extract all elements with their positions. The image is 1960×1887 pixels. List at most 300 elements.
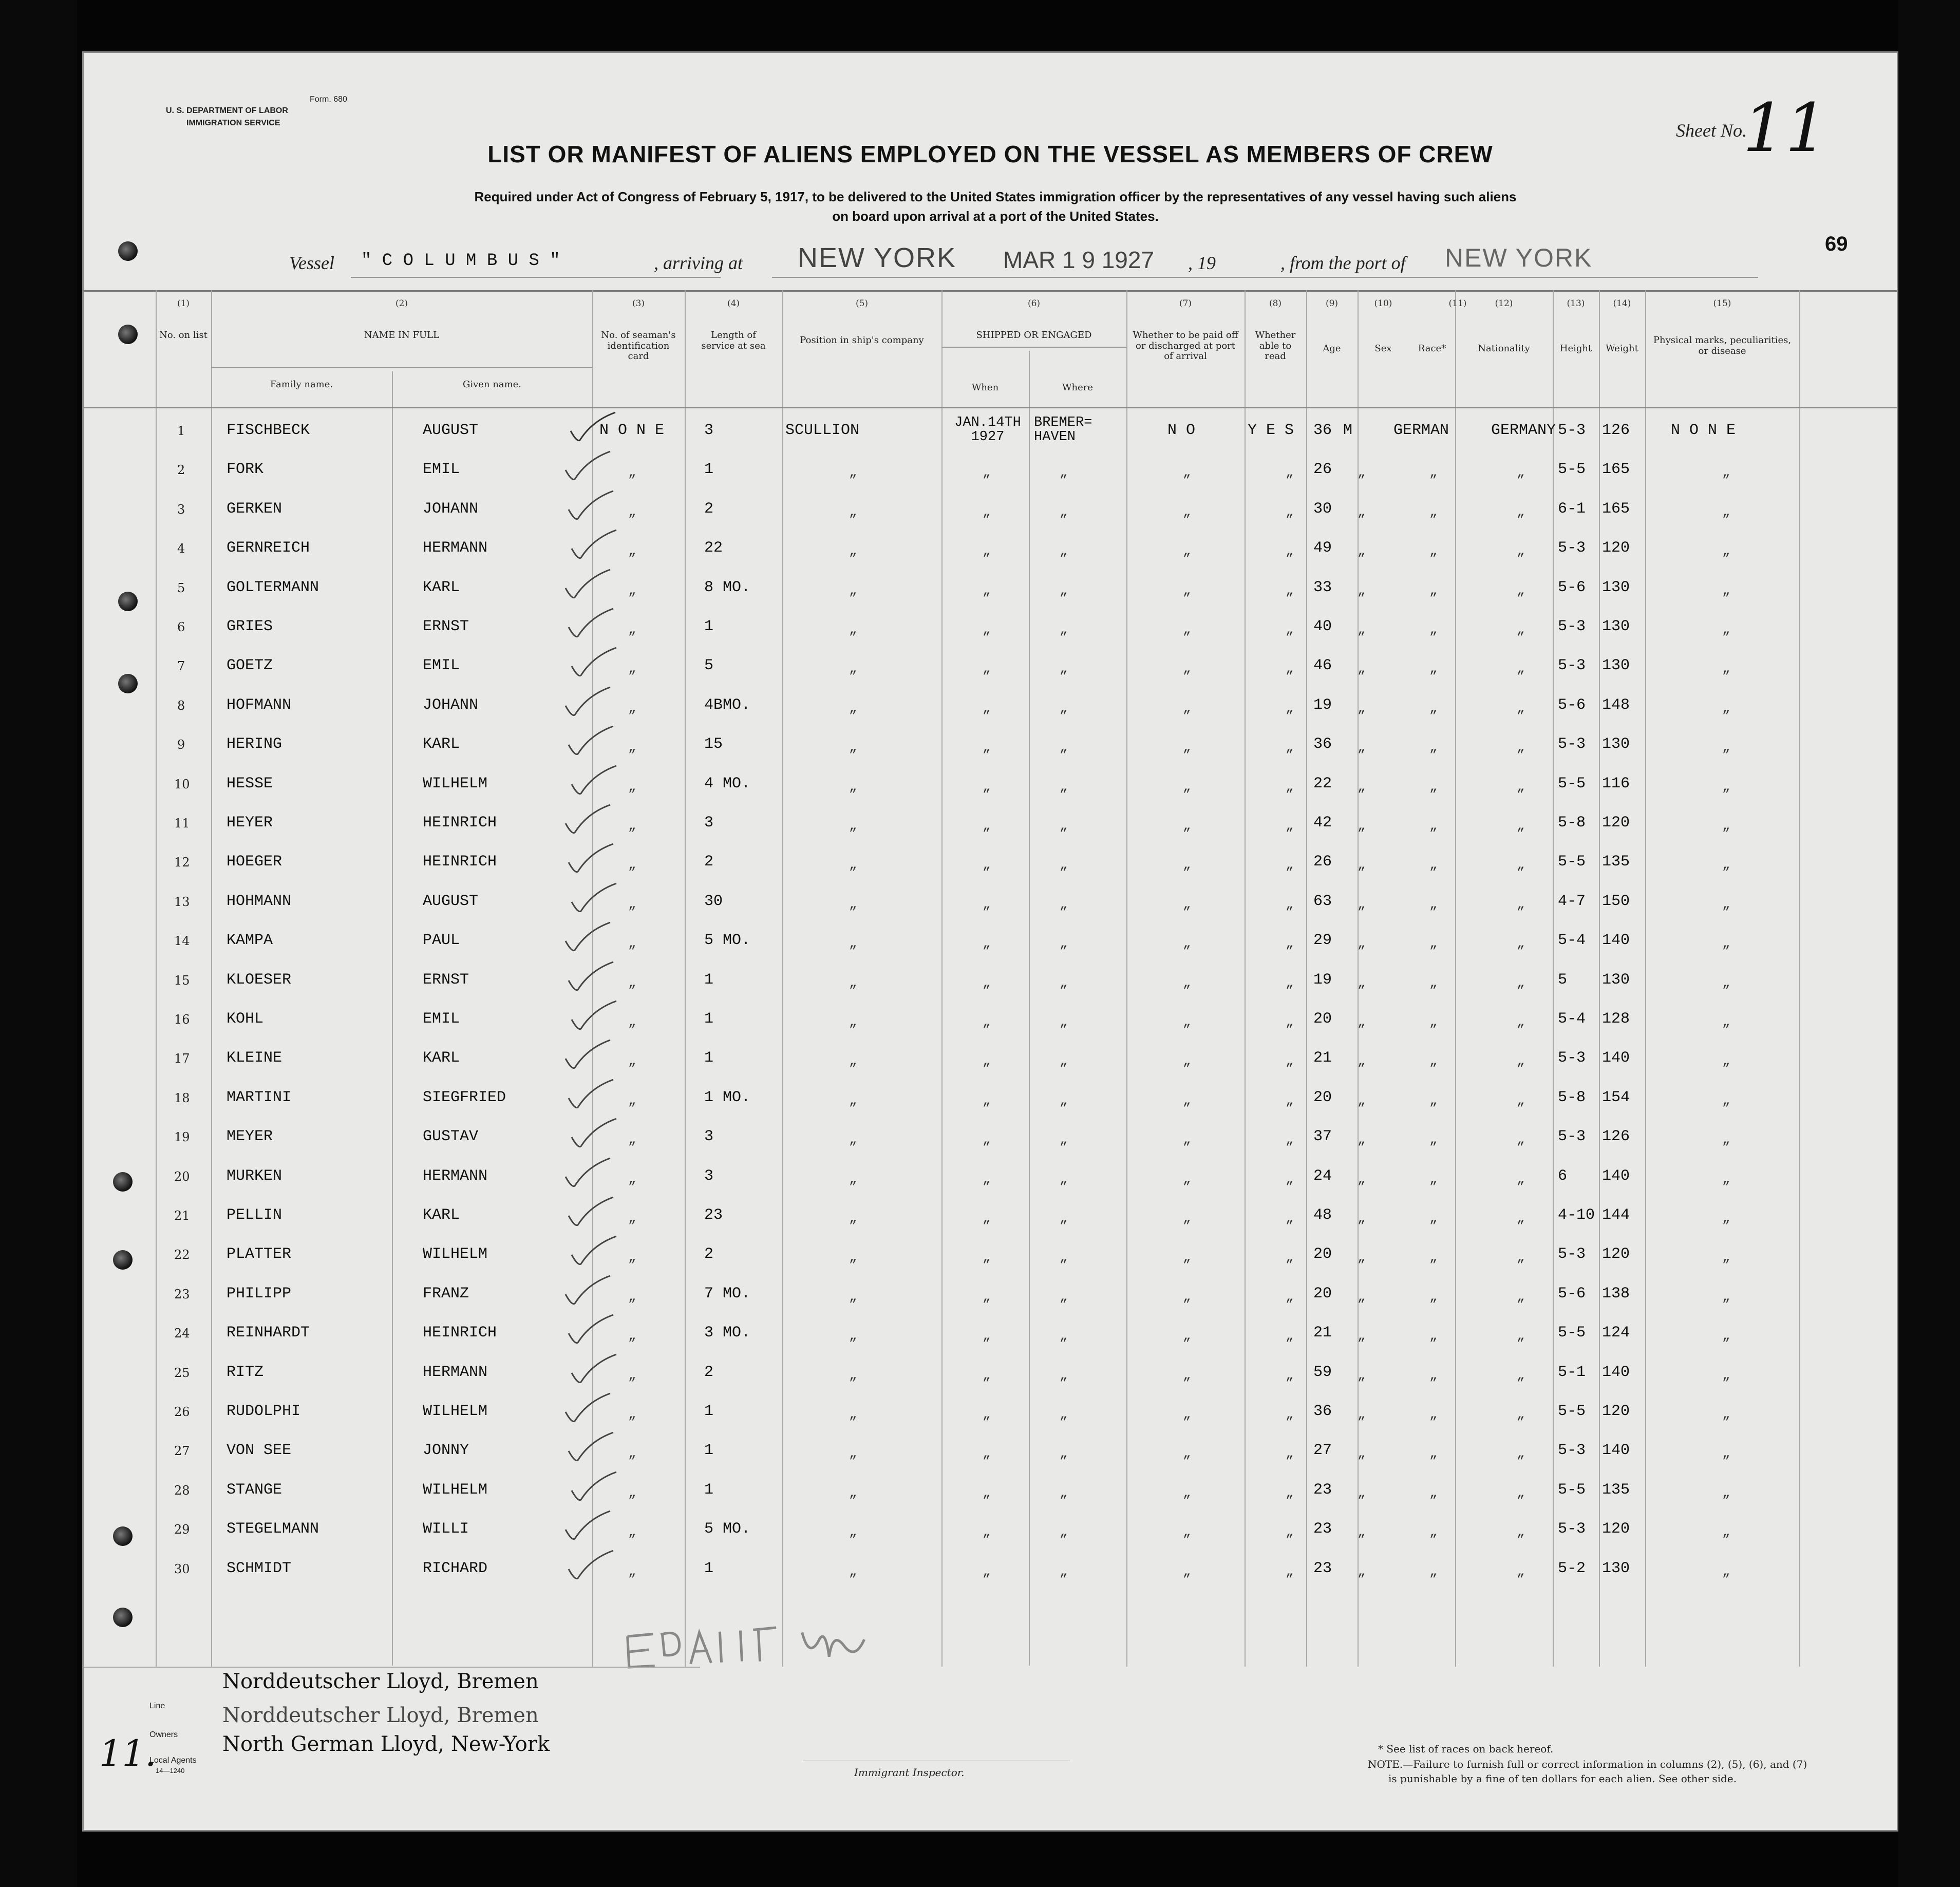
height: 5-3 xyxy=(1558,1246,1586,1263)
ditto-card: „ xyxy=(628,857,636,873)
service-length: 8 MO. xyxy=(704,578,751,596)
age: 27 xyxy=(1313,1442,1332,1460)
check-mark-icon xyxy=(561,803,613,839)
ditto-where: „ xyxy=(1060,1407,1068,1422)
height: 5-5 xyxy=(1558,1403,1586,1420)
height: 5-6 xyxy=(1558,1285,1586,1303)
header-race: Race* xyxy=(1418,343,1446,354)
ditto-physical: „ xyxy=(1722,543,1730,559)
table-row xyxy=(84,1356,1897,1395)
family-name: STANGE xyxy=(227,1481,282,1499)
ditto-nationality: „ xyxy=(1517,975,1525,991)
service-length: 5 MO. xyxy=(704,1520,751,1538)
height: 5-3 xyxy=(1558,657,1586,675)
check-mark-icon xyxy=(561,568,613,603)
family-name: STEGELMANN xyxy=(227,1520,319,1538)
given-name: JOHANN xyxy=(423,696,479,714)
ditto-position: „ xyxy=(849,1053,857,1069)
given-name: KARL xyxy=(423,1049,460,1067)
height: 5-6 xyxy=(1558,578,1586,596)
ditto-physical: „ xyxy=(1722,1171,1730,1187)
ditto-where: „ xyxy=(1060,1171,1068,1187)
ditto-able-read: „ xyxy=(1286,543,1294,559)
given-name: RICHARD xyxy=(423,1559,488,1577)
col-num-4: (4) xyxy=(727,298,740,309)
ditto-able-read: „ xyxy=(1286,857,1294,873)
ditto-where: „ xyxy=(1060,1053,1068,1069)
table-row xyxy=(84,924,1897,964)
ditto-paid-off: „ xyxy=(1183,975,1191,991)
table-row xyxy=(84,1395,1897,1435)
given-name: PAUL xyxy=(423,932,460,950)
family-name: MURKEN xyxy=(227,1167,282,1185)
sheet-number: 11 xyxy=(1743,89,1828,167)
ditto-race: „ xyxy=(1429,740,1438,756)
family-name: HESSE xyxy=(227,775,273,792)
header-given-name: Given name. xyxy=(462,379,522,390)
weight: 165 xyxy=(1602,500,1630,518)
given-name: HEINRICH xyxy=(423,1324,497,1342)
ditto-able-read: „ xyxy=(1286,1092,1294,1108)
age: 30 xyxy=(1313,500,1332,518)
age: 20 xyxy=(1313,1285,1332,1303)
ditto-nationality: „ xyxy=(1517,582,1525,598)
height: 5-4 xyxy=(1558,932,1586,950)
family-name: SCHMIDT xyxy=(227,1559,292,1577)
weight: 135 xyxy=(1602,1481,1630,1499)
height: 5-5 xyxy=(1558,1481,1586,1499)
given-name: HEINRICH xyxy=(423,814,497,832)
service-length: 1 xyxy=(704,971,714,989)
row-number: 20 xyxy=(174,1169,190,1184)
header-no-on-list: No. on list xyxy=(159,330,208,341)
ditto-when: „ xyxy=(983,1289,991,1305)
ditto-race: „ xyxy=(1429,975,1438,991)
row-number: 19 xyxy=(174,1130,190,1145)
ditto-paid-off: „ xyxy=(1183,779,1191,795)
height: 5-4 xyxy=(1558,1010,1586,1028)
family-name: FORK xyxy=(227,461,264,479)
check-mark-icon xyxy=(564,842,616,878)
ditto-race: „ xyxy=(1429,465,1438,481)
age: 24 xyxy=(1313,1167,1332,1185)
ditto-able-read: „ xyxy=(1286,1053,1294,1069)
row-number: 30 xyxy=(174,1561,190,1576)
weight: 135 xyxy=(1602,853,1630,871)
check-mark-icon xyxy=(561,1509,613,1545)
given-name: AUGUST xyxy=(423,422,479,439)
ditto-race: „ xyxy=(1429,1446,1438,1462)
header-shipped: SHIPPED OR ENGAGED xyxy=(976,330,1092,341)
ditto-position: „ xyxy=(849,936,857,952)
ditto-paid-off: „ xyxy=(1183,1171,1191,1187)
ditto-physical: „ xyxy=(1722,818,1730,834)
col-num-8: (8) xyxy=(1269,298,1282,309)
ditto-where: „ xyxy=(1060,818,1068,834)
ditto-sex: „ xyxy=(1358,622,1366,637)
row-number: 29 xyxy=(174,1522,190,1537)
ditto-card: „ xyxy=(628,582,636,598)
ditto-position: „ xyxy=(849,1171,857,1187)
ditto-paid-off: „ xyxy=(1183,857,1191,873)
ditto-card: „ xyxy=(628,1092,636,1108)
ditto-sex: „ xyxy=(1358,857,1366,873)
owners-value: Norddeutscher Lloyd, Bremen xyxy=(222,1704,539,1727)
given-name: WILHELM xyxy=(423,775,488,792)
ditto-physical: „ xyxy=(1722,661,1730,677)
age: 36 xyxy=(1313,735,1332,753)
ditto-nationality: „ xyxy=(1517,1092,1525,1108)
age: 23 xyxy=(1313,1559,1332,1577)
ditto-when: „ xyxy=(983,622,991,637)
ditto-card: „ xyxy=(628,661,636,677)
ditto-position: „ xyxy=(849,1563,857,1579)
check-mark-icon xyxy=(561,1391,613,1427)
row-number: 23 xyxy=(174,1287,190,1301)
year-label: , 19 xyxy=(1188,253,1216,273)
ditto-nationality: „ xyxy=(1517,1211,1525,1226)
ditto-where: „ xyxy=(1060,582,1068,598)
ditto-position: „ xyxy=(849,582,857,598)
ditto-physical: „ xyxy=(1722,1289,1730,1305)
ditto-nationality: „ xyxy=(1517,465,1525,481)
physical-marks: N O N E xyxy=(1671,422,1736,439)
ditto-race: „ xyxy=(1429,936,1438,952)
weight: 130 xyxy=(1602,618,1630,635)
ditto-card: „ xyxy=(628,1014,636,1030)
ditto-card: „ xyxy=(628,1407,636,1422)
ditto-sex: „ xyxy=(1358,740,1366,756)
row-number: 25 xyxy=(174,1365,190,1380)
ditto-when: „ xyxy=(983,1485,991,1501)
ditto-card: „ xyxy=(628,1485,636,1501)
header-when: When xyxy=(971,382,999,393)
service-length: 15 xyxy=(704,735,723,753)
weight: 130 xyxy=(1602,971,1630,989)
ditto-position: „ xyxy=(849,1014,857,1030)
binder-hole xyxy=(118,592,138,611)
family-name: KLOESER xyxy=(227,971,292,989)
ditto-when: „ xyxy=(983,740,991,756)
col-num-7: (7) xyxy=(1179,298,1192,309)
check-mark-icon xyxy=(564,607,616,643)
ditto-where: „ xyxy=(1060,1563,1068,1579)
height: 4-10 xyxy=(1558,1206,1595,1224)
owners-label: Owners xyxy=(149,1730,178,1739)
age: 26 xyxy=(1313,461,1332,479)
given-name: HERMANN xyxy=(423,1363,488,1381)
family-name: PHILIPP xyxy=(227,1285,292,1303)
ditto-when: „ xyxy=(983,1367,991,1383)
row-number: 22 xyxy=(174,1248,190,1262)
ditto-paid-off: „ xyxy=(1183,1132,1191,1148)
ditto-where: „ xyxy=(1060,1328,1068,1344)
row-number: 27 xyxy=(174,1444,190,1459)
ditto-position: „ xyxy=(849,543,857,559)
ditto-card: „ xyxy=(628,1250,636,1266)
check-mark-icon xyxy=(568,999,619,1035)
service-length: 3 xyxy=(704,1128,714,1146)
given-name: KARL xyxy=(423,578,460,596)
ditto-when: „ xyxy=(983,1407,991,1422)
ditto-physical: „ xyxy=(1722,1407,1730,1422)
table-row xyxy=(84,1199,1897,1238)
table-row xyxy=(84,572,1897,611)
ditto-position: „ xyxy=(849,896,857,912)
family-name: PELLIN xyxy=(227,1206,282,1224)
ditto-physical: „ xyxy=(1722,504,1730,520)
service-length: 23 xyxy=(704,1206,723,1224)
ditto-position: „ xyxy=(849,622,857,637)
shipped-where: BREMER= HAVEN xyxy=(1034,415,1092,445)
weight: 140 xyxy=(1602,1442,1630,1460)
ditto-card: „ xyxy=(628,975,636,991)
age: 40 xyxy=(1313,618,1332,635)
binder-hole xyxy=(118,674,138,693)
service-length: 1 xyxy=(704,1442,714,1460)
height: 6 xyxy=(1558,1167,1568,1185)
table-row xyxy=(84,1003,1897,1042)
family-name: HOHMANN xyxy=(227,892,292,910)
check-mark-icon xyxy=(561,1038,613,1074)
service-label: IMMIGRATION SERVICE xyxy=(186,119,280,127)
inspector-signature xyxy=(621,1607,892,1685)
ditto-card: „ xyxy=(628,622,636,637)
binder-hole xyxy=(113,1526,133,1546)
col-num-3: (3) xyxy=(632,298,645,309)
header-name-in-full: NAME IN FULL xyxy=(364,330,440,341)
ditto-able-read: „ xyxy=(1286,582,1294,598)
check-mark-icon xyxy=(568,764,619,800)
ditto-nationality: „ xyxy=(1517,818,1525,834)
ditto-position: „ xyxy=(849,857,857,873)
ditto-paid-off: „ xyxy=(1183,622,1191,637)
ditto-nationality: „ xyxy=(1517,857,1525,873)
ditto-card: „ xyxy=(628,936,636,952)
ditto-when: „ xyxy=(983,582,991,598)
ditto-card: „ xyxy=(628,779,636,795)
ditto-nationality: „ xyxy=(1517,504,1525,520)
ditto-when: „ xyxy=(983,1211,991,1226)
age: 36 xyxy=(1313,422,1332,439)
service-length: 3 MO. xyxy=(704,1324,751,1342)
ditto-nationality: „ xyxy=(1517,543,1525,559)
arriving-port: NEW YORK xyxy=(798,242,957,273)
ditto-sex: „ xyxy=(1358,1171,1366,1187)
given-name: JONNY xyxy=(423,1442,469,1460)
ditto-position: „ xyxy=(849,1446,857,1462)
service-length: 7 MO. xyxy=(704,1285,751,1303)
service-length: 1 xyxy=(704,618,714,635)
ditto-sex: „ xyxy=(1358,936,1366,952)
service-length: 3 xyxy=(704,814,714,832)
ditto-where: „ xyxy=(1060,1446,1068,1462)
binder-hole xyxy=(113,1250,133,1270)
given-name: WILHELM xyxy=(423,1481,488,1499)
given-name: EMIL xyxy=(423,1010,460,1028)
age: 36 xyxy=(1313,1403,1332,1420)
handwritten-sheet-number: 11. xyxy=(99,1732,157,1775)
weight: 150 xyxy=(1602,892,1630,910)
ditto-sex: „ xyxy=(1358,779,1366,795)
table-row xyxy=(84,493,1897,532)
ditto-physical: „ xyxy=(1722,896,1730,912)
row-number: 4 xyxy=(177,541,185,556)
ditto-where: „ xyxy=(1060,1289,1068,1305)
check-mark-icon xyxy=(567,410,618,446)
ditto-position: „ xyxy=(849,1250,857,1266)
ditto-able-read: „ xyxy=(1286,1524,1294,1540)
ditto-card: „ xyxy=(628,896,636,912)
ditto-position: „ xyxy=(849,740,857,756)
ditto-position: „ xyxy=(849,818,857,834)
ditto-able-read: „ xyxy=(1286,1014,1294,1030)
row-number: 9 xyxy=(177,738,185,752)
ditto-when: „ xyxy=(983,1053,991,1069)
ditto-able-read: „ xyxy=(1286,1211,1294,1226)
ditto-race: „ xyxy=(1429,1289,1438,1305)
ditto-sex: „ xyxy=(1358,700,1366,716)
ditto-where: „ xyxy=(1060,465,1068,481)
header-nationality: Nationality xyxy=(1478,343,1530,354)
inspector-label: Immigrant Inspector. xyxy=(854,1766,965,1779)
family-name: GERKEN xyxy=(227,500,282,518)
ditto-nationality: „ xyxy=(1517,1563,1525,1579)
header-physical: Physical marks, peculiarities, or disease xyxy=(1653,335,1792,356)
ditto-able-read: „ xyxy=(1286,1250,1294,1266)
page-number: 69 xyxy=(1825,233,1848,255)
given-name: AUGUST xyxy=(423,892,479,910)
weight: 120 xyxy=(1602,1246,1630,1263)
ditto-able-read: „ xyxy=(1286,1563,1294,1579)
race-note: * See list of races on back hereof. xyxy=(1378,1743,1554,1755)
ditto-nationality: „ xyxy=(1517,1014,1525,1030)
family-name: PLATTER xyxy=(227,1246,292,1263)
row-number: 1 xyxy=(177,424,185,438)
row-number: 10 xyxy=(174,777,190,791)
table-row xyxy=(84,689,1897,728)
ditto-paid-off: „ xyxy=(1183,1407,1191,1422)
age: 63 xyxy=(1313,892,1332,910)
height: 5-3 xyxy=(1558,618,1586,635)
ditto-card: „ xyxy=(628,1171,636,1187)
ditto-sex: „ xyxy=(1358,1014,1366,1030)
table-row xyxy=(84,1238,1897,1277)
ditto-physical: „ xyxy=(1722,1524,1730,1540)
ditto-when: „ xyxy=(983,1014,991,1030)
weight: 124 xyxy=(1602,1324,1630,1342)
ditto-position: „ xyxy=(849,779,857,795)
ditto-nationality: „ xyxy=(1517,936,1525,952)
ditto-when: „ xyxy=(983,1563,991,1579)
age: 42 xyxy=(1313,814,1332,832)
family-name: HEYER xyxy=(227,814,273,832)
col-num-12: (12) xyxy=(1495,298,1513,309)
ditto-sex: „ xyxy=(1358,661,1366,677)
weight: 130 xyxy=(1602,735,1630,753)
seaman-card: N O N E xyxy=(599,422,665,439)
height: 5-5 xyxy=(1558,461,1586,479)
ditto-card: „ xyxy=(628,740,636,756)
family-name: RUDOLPHI xyxy=(227,1403,301,1420)
service-length: 3 xyxy=(704,422,714,439)
ditto-where: „ xyxy=(1060,1524,1068,1540)
ditto-when: „ xyxy=(983,543,991,559)
ditto-able-read: „ xyxy=(1286,465,1294,481)
ditto-card: „ xyxy=(628,1132,636,1148)
col-num-14: (14) xyxy=(1613,298,1631,309)
given-name: WILHELM xyxy=(423,1403,488,1420)
given-name: GUSTAV xyxy=(423,1128,479,1146)
ditto-where: „ xyxy=(1060,857,1068,873)
ditto-physical: „ xyxy=(1722,1446,1730,1462)
ditto-paid-off: „ xyxy=(1183,1289,1191,1305)
ditto-race: „ xyxy=(1429,1092,1438,1108)
ditto-where: „ xyxy=(1060,1132,1068,1148)
height: 5-3 xyxy=(1558,1520,1586,1538)
weight: 116 xyxy=(1602,775,1630,792)
ditto-physical: „ xyxy=(1722,700,1730,716)
ditto-sex: „ xyxy=(1358,582,1366,598)
header-paid-off: Whether to be paid off or discharged at port of arrival xyxy=(1133,330,1238,362)
given-name: FRANZ xyxy=(423,1285,469,1303)
row-number: 5 xyxy=(177,580,185,595)
ditto-able-read: „ xyxy=(1286,1289,1294,1305)
ditto-card: „ xyxy=(628,1563,636,1579)
age: 20 xyxy=(1313,1088,1332,1106)
binder-hole xyxy=(118,241,138,261)
ditto-physical: „ xyxy=(1722,1367,1730,1383)
service-length: 1 xyxy=(704,1481,714,1499)
weight: 130 xyxy=(1602,1559,1630,1577)
ditto-card: „ xyxy=(628,818,636,834)
weight: 130 xyxy=(1602,657,1630,675)
table-row xyxy=(84,728,1897,767)
height: 6-1 xyxy=(1558,500,1586,518)
header-length-service: Length of service at sea xyxy=(701,330,766,351)
family-name: VON SEE xyxy=(227,1442,292,1460)
ditto-race: „ xyxy=(1429,1328,1438,1344)
ditto-nationality: „ xyxy=(1517,896,1525,912)
document-title: LIST OR MANIFEST OF ALIENS EMPLOYED ON THE VESSEL AS MEMBERS OF CREW xyxy=(487,141,1493,167)
penalty-note-1: NOTE.—Failure to furnish full or correct information in columns (2), (5), (6), and (7) xyxy=(1368,1758,1807,1770)
ditto-able-read: „ xyxy=(1286,1171,1294,1187)
height: 5-5 xyxy=(1558,775,1586,792)
line-value: Norddeutscher Lloyd, Bremen xyxy=(222,1670,539,1693)
check-mark-icon xyxy=(568,646,619,682)
line-label: Line xyxy=(149,1702,165,1710)
document-subtitle xyxy=(238,187,1753,226)
ditto-position: „ xyxy=(849,1367,857,1383)
ditto-able-read: „ xyxy=(1286,1407,1294,1422)
ditto-physical: „ xyxy=(1722,779,1730,795)
sex: M xyxy=(1343,422,1353,439)
check-mark-icon xyxy=(568,1470,619,1506)
ditto-able-read: „ xyxy=(1286,504,1294,520)
ditto-race: „ xyxy=(1429,543,1438,559)
check-mark-icon xyxy=(564,1430,616,1466)
height: 5-3 xyxy=(1558,1442,1586,1460)
table-row xyxy=(84,846,1897,885)
col-num-10: (10) xyxy=(1374,298,1392,309)
row-number: 16 xyxy=(174,1012,190,1027)
ditto-physical: „ xyxy=(1722,1211,1730,1226)
given-name: WILHELM xyxy=(423,1246,488,1263)
ditto-position: „ xyxy=(849,1407,857,1422)
height: 5 xyxy=(1558,971,1568,989)
ditto-sex: „ xyxy=(1358,1524,1366,1540)
ditto-able-read: „ xyxy=(1286,779,1294,795)
